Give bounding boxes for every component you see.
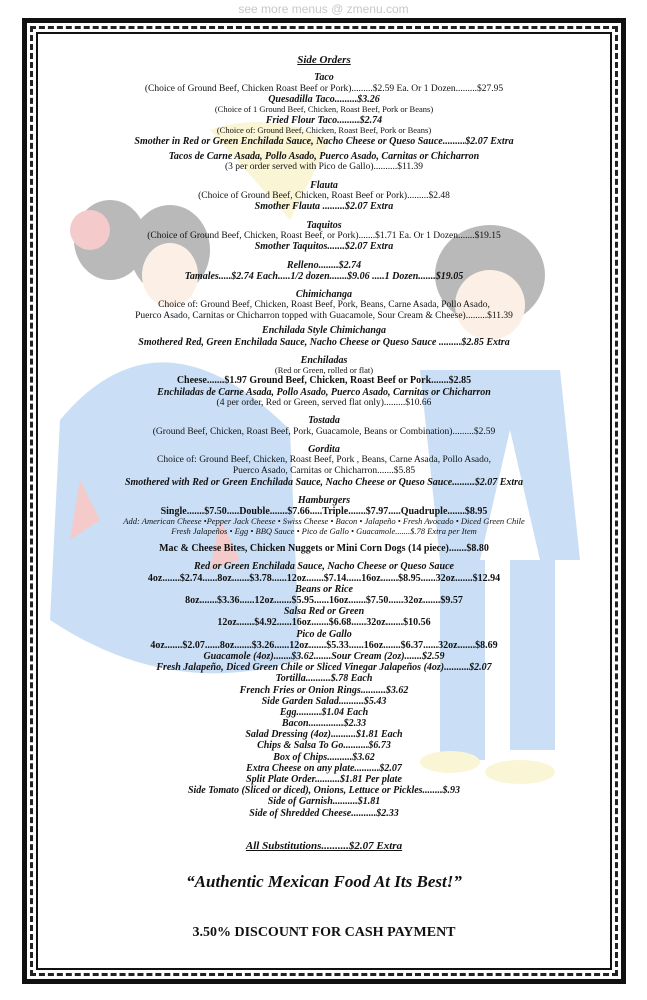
menu-item: Side of Garnish..........$1.81 xyxy=(267,796,381,808)
menu-item: Guacamole (4oz).......$3.62.......Sour Cream (2oz).......$2.59 xyxy=(203,650,445,662)
menu-item: French Fries or Onion Rings..........$3.62 xyxy=(239,684,409,696)
slogan: “Authentic Mexican Food At Its Best!” xyxy=(186,872,462,891)
item-note: (Red or Green, rolled or flat) xyxy=(274,364,374,375)
menu-item-prices: 12oz.......$4.92......16oz.......$6.68......32oz.......$10.56 xyxy=(217,617,431,629)
menu-item-prices: 4oz.......$2.74......8oz.......$3.78......12oz.......$7.14......16oz.......$8.95......32oz.......$12.94 xyxy=(147,572,501,584)
menu-item: Side Garden Salad..........$5.43 xyxy=(261,695,387,707)
item-description: Puerco Asado, Carnitas or Chicharron.......$5.85 xyxy=(232,466,416,477)
menu-item: Split Plate Order..........$1.81 Per plate xyxy=(246,774,402,786)
side-orders-menu xyxy=(40,54,608,852)
menu-item: Bacon..............$2.33 xyxy=(281,718,367,730)
menu-item: Tortilla..........$.78 Each xyxy=(275,673,373,685)
item-description: (Choice of Ground Beef, Chicken, Roast Beef or Pork).........$2.48 xyxy=(198,190,450,201)
spacer xyxy=(40,826,608,833)
menu-item: Egg..........$1.04 Each xyxy=(279,706,369,718)
menu-item: Salad Dressing (4oz)..........$1.81 Each xyxy=(245,729,403,741)
menu-item: Side Tomato (Sliced or diced), Onions, Lettuce or Pickles........$.93 xyxy=(187,785,461,797)
spacer xyxy=(40,554,608,561)
menu-item: Smother Flauta .........$2.07 Extra xyxy=(254,201,394,213)
menu-item: Enchiladas de Carne Asada, Pollo Asado, Puerco Asado, Carnitas or Chicharron xyxy=(157,386,491,398)
menu-item-prices: Single.......$7.50.....Double.......$7.66.....Triple.......$7.97.....Quadruple.......$8.95 xyxy=(160,506,488,518)
menu-item-prices: Cheese.......$1.97 Ground Beef, Chicken, Roast Beef or Pork.......$2.85 xyxy=(176,375,472,387)
spacer xyxy=(40,213,608,220)
item-heading: Tostada xyxy=(308,415,340,427)
item-heading: Gordita xyxy=(308,444,340,456)
spacer xyxy=(40,488,608,495)
spacer xyxy=(40,282,608,289)
menu-item: Box of Chips..........$3.62 xyxy=(273,751,375,763)
item-description: Choice of: Ground Beef, Chicken, Roast Beef, Pork, Beans, Carne Asada, Pollo Asado, xyxy=(158,300,490,311)
spacer xyxy=(40,408,608,415)
section-title: Side Orders xyxy=(297,54,351,66)
menu-items xyxy=(40,72,608,852)
menu-item: Smothered with Red or Green Enchilada Sauce, Nacho Cheese or Queso Sauce.........$2.07 Extra xyxy=(124,476,524,488)
spacer xyxy=(40,819,608,826)
watermark: see more menus @ zmenu.com xyxy=(238,2,409,16)
item-note: (Choice of: Ground Beef, Chicken, Roast Beef, Pork or Beans) xyxy=(216,125,432,136)
menu-item: Side of Shredded Cheese..........$2.33 xyxy=(249,807,399,819)
item-heading: Pico de Gallo xyxy=(296,628,352,640)
item-description: (3 per order served with Pico de Gallo)..........$11.39 xyxy=(224,161,424,172)
menu-item-prices: 8oz.......$3.36......12oz.......$5.95......16oz.......$7.50......32oz.......$9.57 xyxy=(185,595,463,607)
item-addons: Add: American Cheese •Pepper Jack Cheese • Swiss Cheese • Bacon • Jalapeño • Fresh Avocado • Diced Green Chile xyxy=(123,516,525,527)
menu-item: Tamales.....$2.74 Each.....1/2 dozen.......$9.06 .....1 Dozen.......$19.05 xyxy=(184,270,464,282)
item-addons: Fresh Jalapeños • Egg • BBQ Sauce • Pico de Gallo • Guacamole.......$.78 Extra per Item xyxy=(171,525,477,536)
item-heading: Taco xyxy=(314,72,334,84)
spacer xyxy=(40,833,608,840)
menu-item: Smother in Red or Green Enchilada Sauce, Nacho Cheese or Queso Sauce.........$2.07 Extra xyxy=(134,135,514,147)
item-heading: Flauta xyxy=(310,179,338,191)
spacer xyxy=(40,253,608,260)
menu-item: Relleno........$2.74 xyxy=(286,259,362,271)
substitutions-note: All Substitutions..........$2.07 Extra xyxy=(245,839,403,852)
item-heading: Hamburgers xyxy=(297,494,351,506)
menu-item: Fried Flour Taco.........$2.74 xyxy=(265,114,383,126)
menu-item-prices: Mac & Cheese Bites, Chicken Nuggets or Mini Corn Dogs (14 piece).......$8.80 xyxy=(159,543,489,555)
menu-item: Quesadilla Taco.........$3.26 xyxy=(268,94,380,106)
menu-item: Fresh Jalapeño, Diced Green Chile or Sliced Vinegar Jalapeños (4oz)..........$2.07 xyxy=(156,662,492,674)
menu-item: Tacos de Carne Asada, Pollo Asado, Puerco Asado, Carnitas or Chicharron xyxy=(168,150,480,162)
item-heading: Beans or Rice xyxy=(295,583,353,595)
item-heading: Enchilada Style Chimichanga xyxy=(262,325,386,337)
menu-item: Smother Taquitos.......$2.07 Extra xyxy=(254,241,394,253)
menu-item: Extra Cheese on any plate..........$2.07 xyxy=(246,762,402,774)
item-description: (Choice of Ground Beef, Chicken Roast Beef or Pork).........$2.59 Ea. Or 1 Dozen.........$27.95 xyxy=(144,83,504,94)
item-description: (Choice of Ground Beef, Chicken, Roast Beef, or Pork).......$1.71 Ea. Or 1 Dozen.......$19.15 xyxy=(147,230,501,241)
item-heading: Chimichanga xyxy=(295,288,353,300)
cash-discount-notice: 3.50% DISCOUNT FOR CASH PAYMENT xyxy=(192,925,456,940)
item-description: (4 per order, Red or Green, served flat only).........$10.66 xyxy=(216,397,432,408)
menu-item: Smothered Red, Green Enchilada Sauce, Nacho Cheese or Queso Sauce .........$2.85 Extra xyxy=(138,336,510,348)
item-heading: Salsa Red or Green xyxy=(283,606,365,618)
spacer xyxy=(40,437,608,444)
item-heading: Taquitos xyxy=(306,219,342,231)
item-description: (Ground Beef, Chicken, Roast Beef, Pork, Guacamole, Beans or Combination).........$2.59 xyxy=(152,426,496,437)
item-heading: Enchiladas xyxy=(300,354,348,366)
spacer xyxy=(40,173,608,180)
item-note: (Choice of 1 Ground Beef, Chicken, Roast Beef, Pork or Beans) xyxy=(214,104,434,115)
item-description: Puerco Asado, Carnitas or Chicharron topped with Guacamole, Sour Cream & Cheese).........$11.39 xyxy=(135,310,513,321)
menu-item-prices: 4oz.......$2.07......8oz.......$3.26......12oz.......$5.33......16oz.......$6.37......32oz.......$8.69 xyxy=(150,639,498,651)
menu-item: Chips & Salsa To Go..........$6.73 xyxy=(257,740,391,752)
spacer xyxy=(40,348,608,355)
item-heading: Red or Green Enchilada Sauce, Nacho Cheese or Queso Sauce xyxy=(193,561,454,573)
spacer xyxy=(40,536,608,543)
item-description: Choice of: Ground Beef, Chicken, Roast Beef, Pork , Beans, Carne Asada, Pollo Asado, xyxy=(156,455,492,466)
